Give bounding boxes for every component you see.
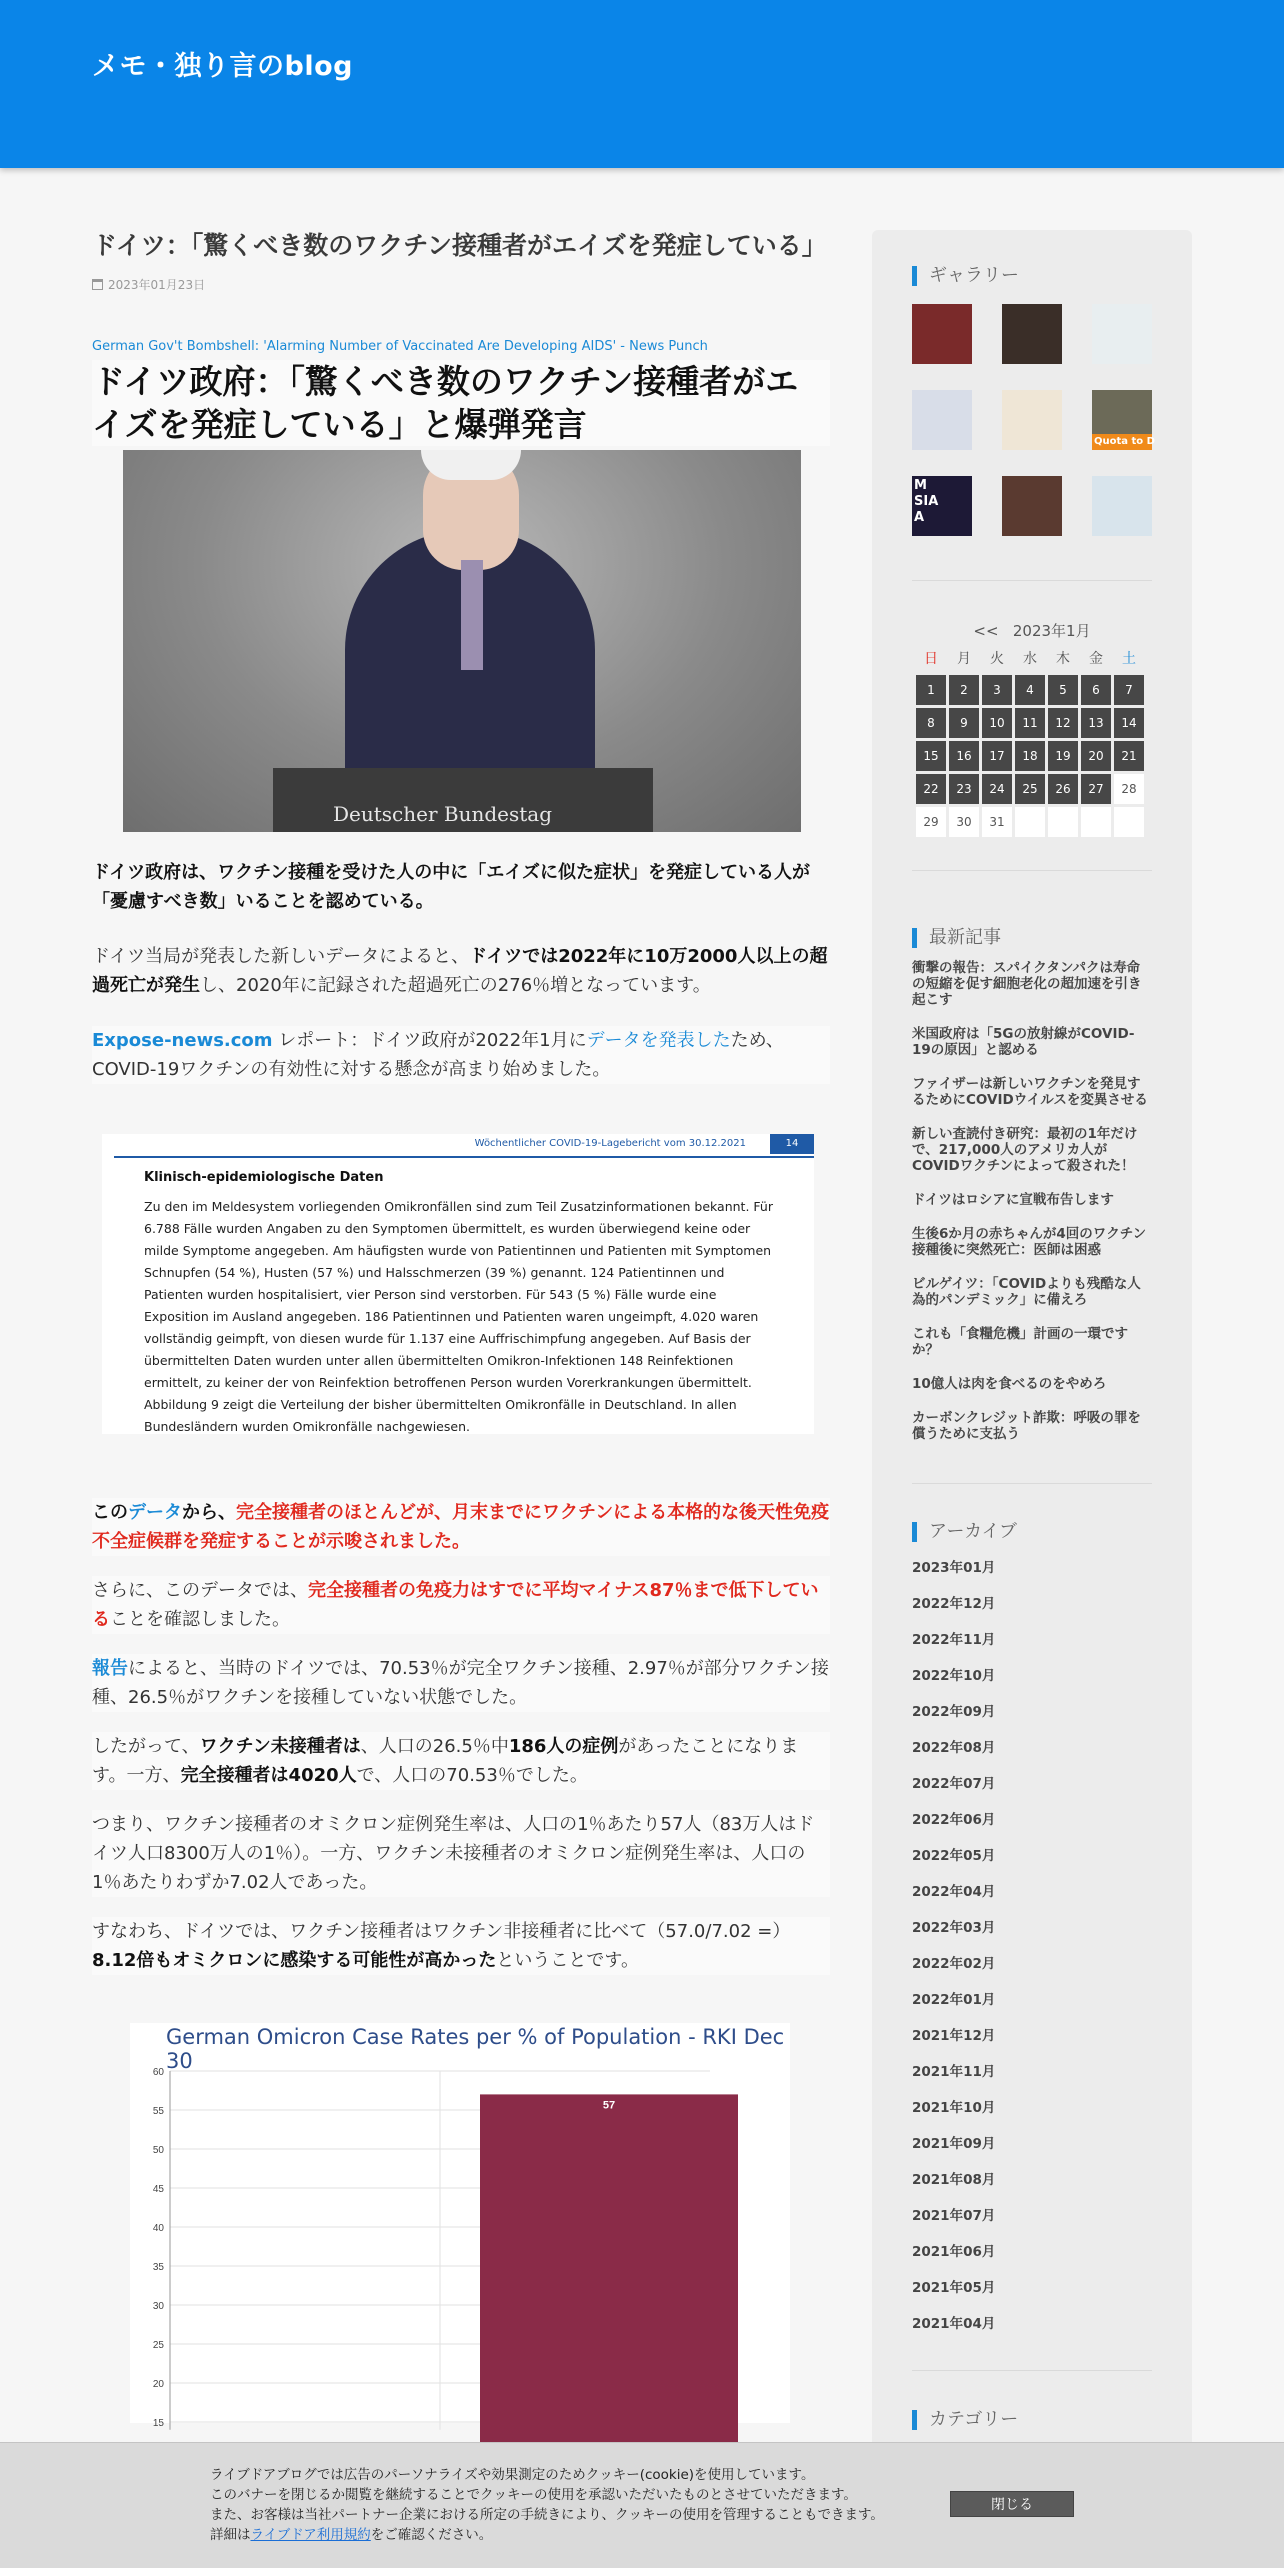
archive-link[interactable]: 2022年11月 [912, 1632, 996, 1648]
calendar-day[interactable]: 8 [916, 708, 946, 738]
calendar-weekday: 水 [1023, 651, 1037, 667]
calendar-day[interactable]: 5 [1048, 675, 1078, 705]
archive-title: アーカイブ [912, 1522, 1017, 1542]
y-tick-label: 15 [152, 2418, 164, 2429]
paragraph-2: ドイツ当局が発表した新しいデータによると、ドイツでは2022年に10万2000人以上の超過死亡が発生し、2020年に記録された超過死亡の276％増となっています。 [92, 946, 828, 996]
calendar-day: 31 [982, 807, 1012, 837]
report-link[interactable]: 報告 [92, 1658, 128, 1679]
recent-post-link[interactable]: これも「食糧危機」計画の一環ですか？ [912, 1326, 1128, 1358]
calendar-day[interactable]: 4 [1015, 675, 1045, 705]
calendar-day: 30 [949, 807, 979, 837]
recent-post-link[interactable]: ファイザーは新しいワクチンを発見するためにCOVIDウイルスを変異させる [912, 1076, 1148, 1108]
gallery-thumbnail[interactable] [912, 390, 972, 450]
recent-title: 最新記事 [912, 928, 1001, 948]
calendar-day[interactable]: 10 [982, 708, 1012, 738]
archive-link[interactable]: 2021年12月 [912, 2028, 996, 2044]
recent-post-link[interactable]: 生後6か月の赤ちゃんが4回のワクチン接種後に突然死亡：医師は困惑 [912, 1226, 1147, 1258]
site-header [0, 0, 1284, 168]
paragraph-7: したがって、ワクチン未接種者は、人口の26.5％中186人の症例があったことになります。一方、完全接種者は4020人で、人口の70.53％でした。 [92, 1732, 830, 1790]
archive-link[interactable]: 2022年01月 [912, 1992, 996, 2008]
recent-post-link[interactable]: 新しい査読付き研究：最初の1年だけで、217,000人のアメリカ人がCOVIDワクチンによって殺された！ [912, 1126, 1138, 1174]
calendar-weekday: 火 [990, 651, 1004, 667]
calendar-prev-link[interactable]: << [973, 622, 999, 640]
calendar-weekday: 月 [957, 651, 971, 667]
paragraph-3: Expose-news.com レポート：ドイツ政府が2022年1月にデータを発表したため、COVID-19ワクチンの有効性に対する懸念が高まり始めました。 [92, 1026, 830, 1084]
y-tick-label: 60 [152, 2067, 164, 2078]
calendar [916, 620, 1148, 837]
doc-header: Wöchentlicher COVID-19-Lagebericht vom 30.12.2021 [474, 1138, 746, 1149]
rki-report-image [102, 1134, 814, 1434]
gallery-thumbnail[interactable] [1002, 476, 1062, 536]
calendar-day[interactable]: 13 [1081, 708, 1111, 738]
archive-link[interactable]: 2022年06月 [912, 1812, 996, 1828]
doc-page-number: 14 [770, 1134, 814, 1154]
paragraph-6: 報告によると、当時のドイツでは、70.53％が完全ワクチン接種、2.97％が部分ワクチン接種、26.5％がワクチンを接種していない状態でした。 [92, 1654, 830, 1712]
calendar-day: 28 [1114, 774, 1144, 804]
archive-link[interactable]: 2021年07月 [912, 2208, 996, 2224]
hero-image [123, 450, 801, 832]
calendar-month: 2023年1月 [1012, 622, 1091, 640]
calendar-day[interactable]: 7 [1114, 675, 1144, 705]
post-date-text: 2023年01月23日 [108, 278, 206, 292]
calendar-day [1015, 807, 1045, 837]
gallery-thumbnail[interactable] [1002, 304, 1062, 364]
calendar-day[interactable]: 11 [1015, 708, 1045, 738]
archive-link[interactable]: 2022年02月 [912, 1956, 996, 1972]
archive-link[interactable]: 2021年05月 [912, 2280, 996, 2296]
post-date [92, 276, 830, 293]
paragraph-4: このデータから、完全接種者のほとんどが、月末までにワクチンによる本格的な後天性免疫不全症候群を発症することが示唆されました。 [92, 1498, 830, 1556]
sidebar [872, 230, 1192, 2568]
archive-link[interactable]: 2023年01月 [912, 1560, 996, 1576]
calendar-weekday: 木 [1056, 651, 1070, 667]
data-link-2[interactable]: データ [128, 1502, 182, 1523]
calendar-weekday: 日 [924, 651, 938, 667]
archive-link[interactable]: 2022年03月 [912, 1920, 996, 1936]
calendar-day[interactable]: 14 [1114, 708, 1144, 738]
paragraph-9: すなわち、ドイツでは、ワクチン接種者はワクチン非接種者に比べて（57.0/7.02 =）8.12倍もオミクロンに感染する可能性が高かったということです。 [92, 1917, 830, 1975]
category-title: カテゴリー [912, 2410, 1018, 2430]
archive-link[interactable]: 2021年06月 [912, 2244, 996, 2260]
recent-post-link[interactable]: カーボンクレジット詐欺：呼吸の罪を償うために支払う [912, 1410, 1141, 1442]
omicron-chart [130, 2023, 790, 2429]
bar-value-label: 57 [602, 2099, 616, 2112]
calendar-day[interactable]: 9 [949, 708, 979, 738]
y-tick-label: 55 [152, 2106, 164, 2117]
calendar-day[interactable]: 18 [1015, 741, 1045, 771]
y-tick-label: 45 [152, 2184, 164, 2195]
recent-post-link[interactable]: 米国政府は「5Gの放射線がCOVID-19の原因」と認める [912, 1026, 1135, 1058]
archive-list [912, 1556, 1152, 2348]
doc-body: Zu den im Meldesystem vorliegenden Omikronfällen sind zum Teil Zusatzinformationen bekannt. Für 6.788 Fälle wurden Angaben zu den Symptomen übermittelt, es wurden überwiegend keine oder milde Symptome angegeben. Am häufigsten wurde von Patientinnen und Patienten mit Symptomen Schnupfen (54 %), Husten (57 %) und Halsschmerzen (39 %) genannt. 124 Patientinnen und Patienten wurden hospitalisiert, vier Person sind verstorben. Für 543 (5 %) Fälle wurde eine Exposition im Ausland angegeben. 186 Patientinnen und Patienten waren ungeimpft, 4.020 waren vollständig geimpft, von diesen wurde für 1.137 eine Auffrischimpfung angegeben. Auf Basis der übermittelten Daten wurden unter allen übermittelten Omikron-Infektionen 148 Reinfektionen ermittelt, zu keiner der von Reinfektion betroffenen Person wurden Vorerkrankungen übermittelt. Abbildung 9 zeigt die Verteilung der bisher übermittelten Omikronfälle in Deutschland. In allen Bundesländern wurden Omikronfälle nachgewiesen. [144, 1199, 773, 1434]
source-link[interactable]: German Gov't Bombshell: 'Alarming Number of Vaccinated Are Developing AIDS' - News Punch [92, 339, 708, 354]
calendar-nav [916, 620, 1148, 646]
hero-caption: Deutscher Bundestag [333, 802, 553, 826]
y-tick-label: 50 [152, 2145, 164, 2156]
calendar-weekday: 土 [1122, 651, 1136, 667]
y-tick-label: 25 [152, 2340, 164, 2351]
y-tick-label: 30 [152, 2301, 164, 2312]
terms-link[interactable]: ライブドア利用規約 [250, 2527, 371, 2543]
chart-bar [480, 2094, 738, 2494]
article-headline: ドイツ政府：「驚くべき数のワクチン接種者がエイズを発症している」と爆弾発言 [92, 360, 830, 446]
gallery-title: ギャラリー [912, 266, 1019, 286]
calendar-day[interactable]: 16 [949, 741, 979, 771]
gallery-thumbnail[interactable] [912, 304, 972, 364]
calendar-day[interactable]: 1 [916, 675, 946, 705]
calendar-day[interactable]: 12 [1048, 708, 1078, 738]
archive-link[interactable]: 2022年12月 [912, 1596, 996, 1612]
gallery-thumbnail[interactable] [1092, 390, 1155, 450]
calendar-day[interactable]: 25 [1015, 774, 1045, 804]
recent-post-link[interactable]: ビルゲイツ：「COVIDよりも残酷な人為的パンデミック」に備えろ [912, 1276, 1141, 1308]
calendar-day[interactable]: 3 [982, 675, 1012, 705]
paragraph-1: ドイツ政府は、ワクチン接種を受けた人の中に「エイズに似た症状」を発症している人が「憂慮すべき数」いることを認めている。 [92, 862, 811, 912]
calendar-day[interactable]: 22 [916, 774, 946, 804]
gallery-thumbnail[interactable] [1002, 390, 1062, 450]
gallery-thumbnail[interactable] [1092, 476, 1152, 536]
archive-link[interactable]: 2022年04月 [912, 1884, 996, 1900]
archive-link[interactable]: 2021年09月 [912, 2136, 996, 2152]
paragraph-5: さらに、このデータでは、完全接種者の免疫力はすでに平均マイナス87％まで低下していることを確認しました。 [92, 1576, 830, 1634]
archive-link[interactable]: 2021年10月 [912, 2100, 996, 2116]
calendar-day[interactable]: 6 [1081, 675, 1111, 705]
main-content [92, 230, 830, 2429]
calendar-day: 29 [916, 807, 946, 837]
chart-title: German Omicron Case Rates per % of Population - RKI Dec 30 [166, 2025, 785, 2073]
archive-link[interactable]: 2021年11月 [912, 2064, 996, 2080]
archive-link[interactable]: 2021年08月 [912, 2172, 996, 2188]
doc-title: Klinisch-epidemiologische Daten [144, 1170, 384, 1185]
cookie-text: ライブドアブログでは広告のパーソナライズや効果測定のためクッキー(cookie)を使用しています。 このバナーを閉じるか閲覧を継続することでクッキーの使用を承認いただいたものとさせていただきます。 また、お客様は当社パートナー企業における所定の手続きにより、クッキーの使用を管理することもできます。 詳細はライブドア利用規約をご確認ください。 [210, 2467, 884, 2543]
calendar-icon [92, 279, 103, 290]
thumbnail-caption: Quota to D [1092, 434, 1152, 450]
archive-link[interactable]: 2022年08月 [912, 1740, 996, 1756]
calendar-day [1114, 807, 1144, 837]
chart-svg [130, 2057, 790, 2429]
y-tick-label: 35 [152, 2262, 164, 2273]
paragraph-8: つまり、ワクチン接種者のオミクロン症例発生率は、人口の1％あたり57人（83万人はドイツ人口8300万人の1％）。一方、ワクチン未接種者のオミクロン症例発生率は、人口の1％あたりわずか7.02人であった。 [92, 1810, 830, 1897]
site-title[interactable]: メモ・独り言のblog [92, 51, 353, 82]
y-tick-label: 40 [152, 2223, 164, 2234]
archive-link[interactable]: 2022年05月 [912, 1848, 996, 1864]
post-title[interactable]: ドイツ：「驚くべき数のワクチン接種者がエイズを発症している」 [92, 231, 827, 260]
data-link[interactable]: データを発表した [586, 1030, 731, 1051]
calendar-day[interactable]: 24 [982, 774, 1012, 804]
thumbnail-caption: M SIA A [914, 478, 939, 525]
cookie-close-button[interactable]: 閉じる [950, 2491, 1074, 2517]
recent-posts [912, 960, 1152, 1460]
calendar-weekday: 金 [1089, 651, 1103, 667]
calendar-day[interactable]: 15 [916, 741, 946, 771]
calendar-day [1081, 807, 1111, 837]
calendar-grid [916, 646, 1148, 837]
calendar-day [1048, 807, 1078, 837]
calendar-day[interactable]: 21 [1114, 741, 1144, 771]
recent-post-link[interactable]: 衝撃の報告：スパイクタンパクは寿命の短縮を促す細胞老化の超加速を引き起こす [912, 960, 1142, 1008]
calendar-day[interactable]: 27 [1081, 774, 1111, 804]
calendar-day[interactable]: 20 [1081, 741, 1111, 771]
recent-post-link[interactable]: 10億人は肉を食べるのをやめろ [912, 1376, 1107, 1392]
gallery-thumbnail[interactable] [912, 476, 972, 536]
archive-link[interactable]: 2022年10月 [912, 1668, 996, 1684]
calendar-day[interactable]: 19 [1048, 741, 1078, 771]
y-tick-label: 20 [152, 2379, 164, 2390]
calendar-day[interactable]: 26 [1048, 774, 1078, 804]
cookie-banner [0, 2442, 1284, 2568]
expose-link[interactable]: Expose-news.com [92, 1030, 273, 1051]
archive-link[interactable]: 2022年07月 [912, 1776, 996, 1792]
calendar-day[interactable]: 23 [949, 774, 979, 804]
recent-post-link[interactable]: ドイツはロシアに宣戦布告します [912, 1192, 1114, 1208]
calendar-day[interactable]: 2 [949, 675, 979, 705]
archive-link[interactable]: 2021年04月 [912, 2316, 996, 2332]
calendar-day[interactable]: 17 [982, 741, 1012, 771]
gallery-thumbnail[interactable] [1092, 304, 1152, 364]
archive-link[interactable]: 2022年09月 [912, 1704, 996, 1720]
